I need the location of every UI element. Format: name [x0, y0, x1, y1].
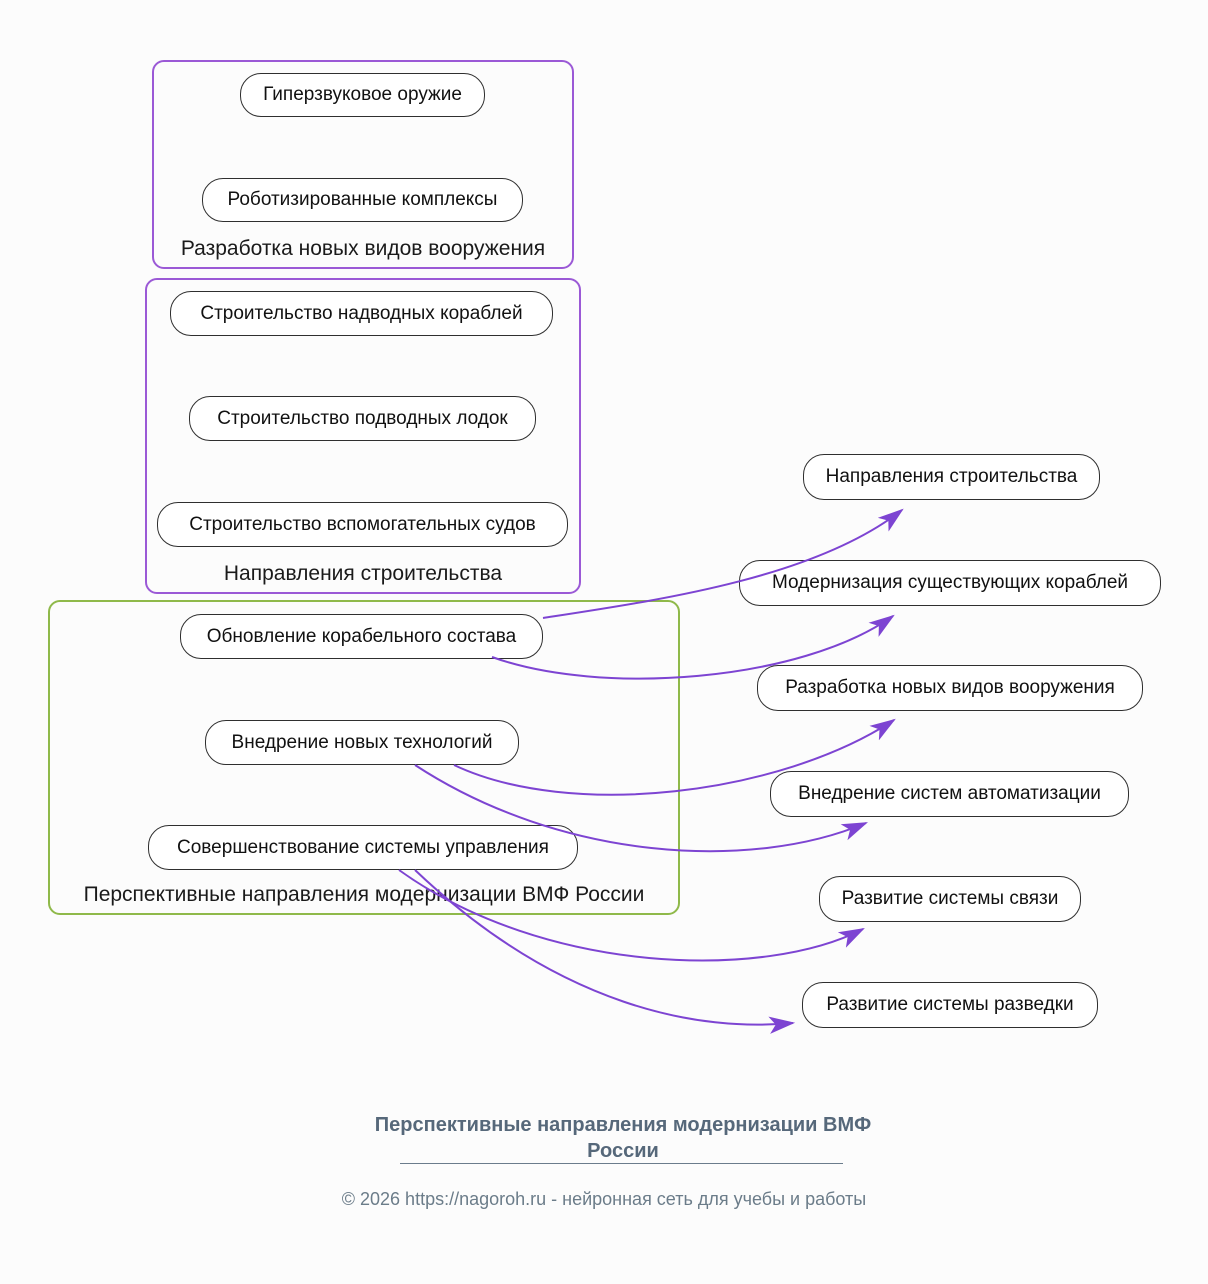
group-label-modernization: Перспективные направления модернизации ВМФ России	[83, 883, 645, 906]
node-surface-ships: Строительство надводных кораблей	[170, 291, 553, 336]
node-auxiliary-vessels: Строительство вспомогательных судов	[157, 502, 568, 547]
group-construction-directions	[145, 278, 581, 594]
node-new-technologies: Внедрение новых технологий	[205, 720, 519, 765]
group-modernization	[48, 600, 680, 915]
node-management-improvement: Совершенствование системы управления	[148, 825, 578, 870]
group-new-weapons	[152, 60, 574, 269]
node-robotic-systems: Роботизированные комплексы	[202, 178, 523, 222]
footer-divider	[400, 1163, 843, 1164]
node-communication-development: Развитие системы связи	[819, 876, 1081, 922]
node-construction-directions-target: Направления строительства	[803, 454, 1100, 500]
group-label-new-weapons: Разработка новых видов вооружения	[180, 237, 546, 260]
node-fleet-renewal: Обновление корабельного состава	[180, 614, 543, 659]
node-automation-systems: Внедрение систем автоматизации	[770, 771, 1129, 817]
group-label-construction: Направления строительства	[223, 562, 503, 585]
node-new-weapons-development: Разработка новых видов вооружения	[757, 665, 1143, 711]
node-hypersonic-weapons: Гиперзвуковое оружие	[240, 73, 485, 117]
footer-copyright: © 2026 https://nagoroh.ru - нейронная сеть для учебы и работы	[341, 1189, 867, 1209]
node-submarines: Строительство подводных лодок	[189, 396, 536, 441]
footer-title: Перспективные направления модернизации ВМФ России	[374, 1114, 872, 1162]
node-modernization-existing-ships: Модернизация существующих кораблей	[739, 560, 1161, 606]
node-intelligence-development: Развитие системы разведки	[802, 982, 1098, 1028]
